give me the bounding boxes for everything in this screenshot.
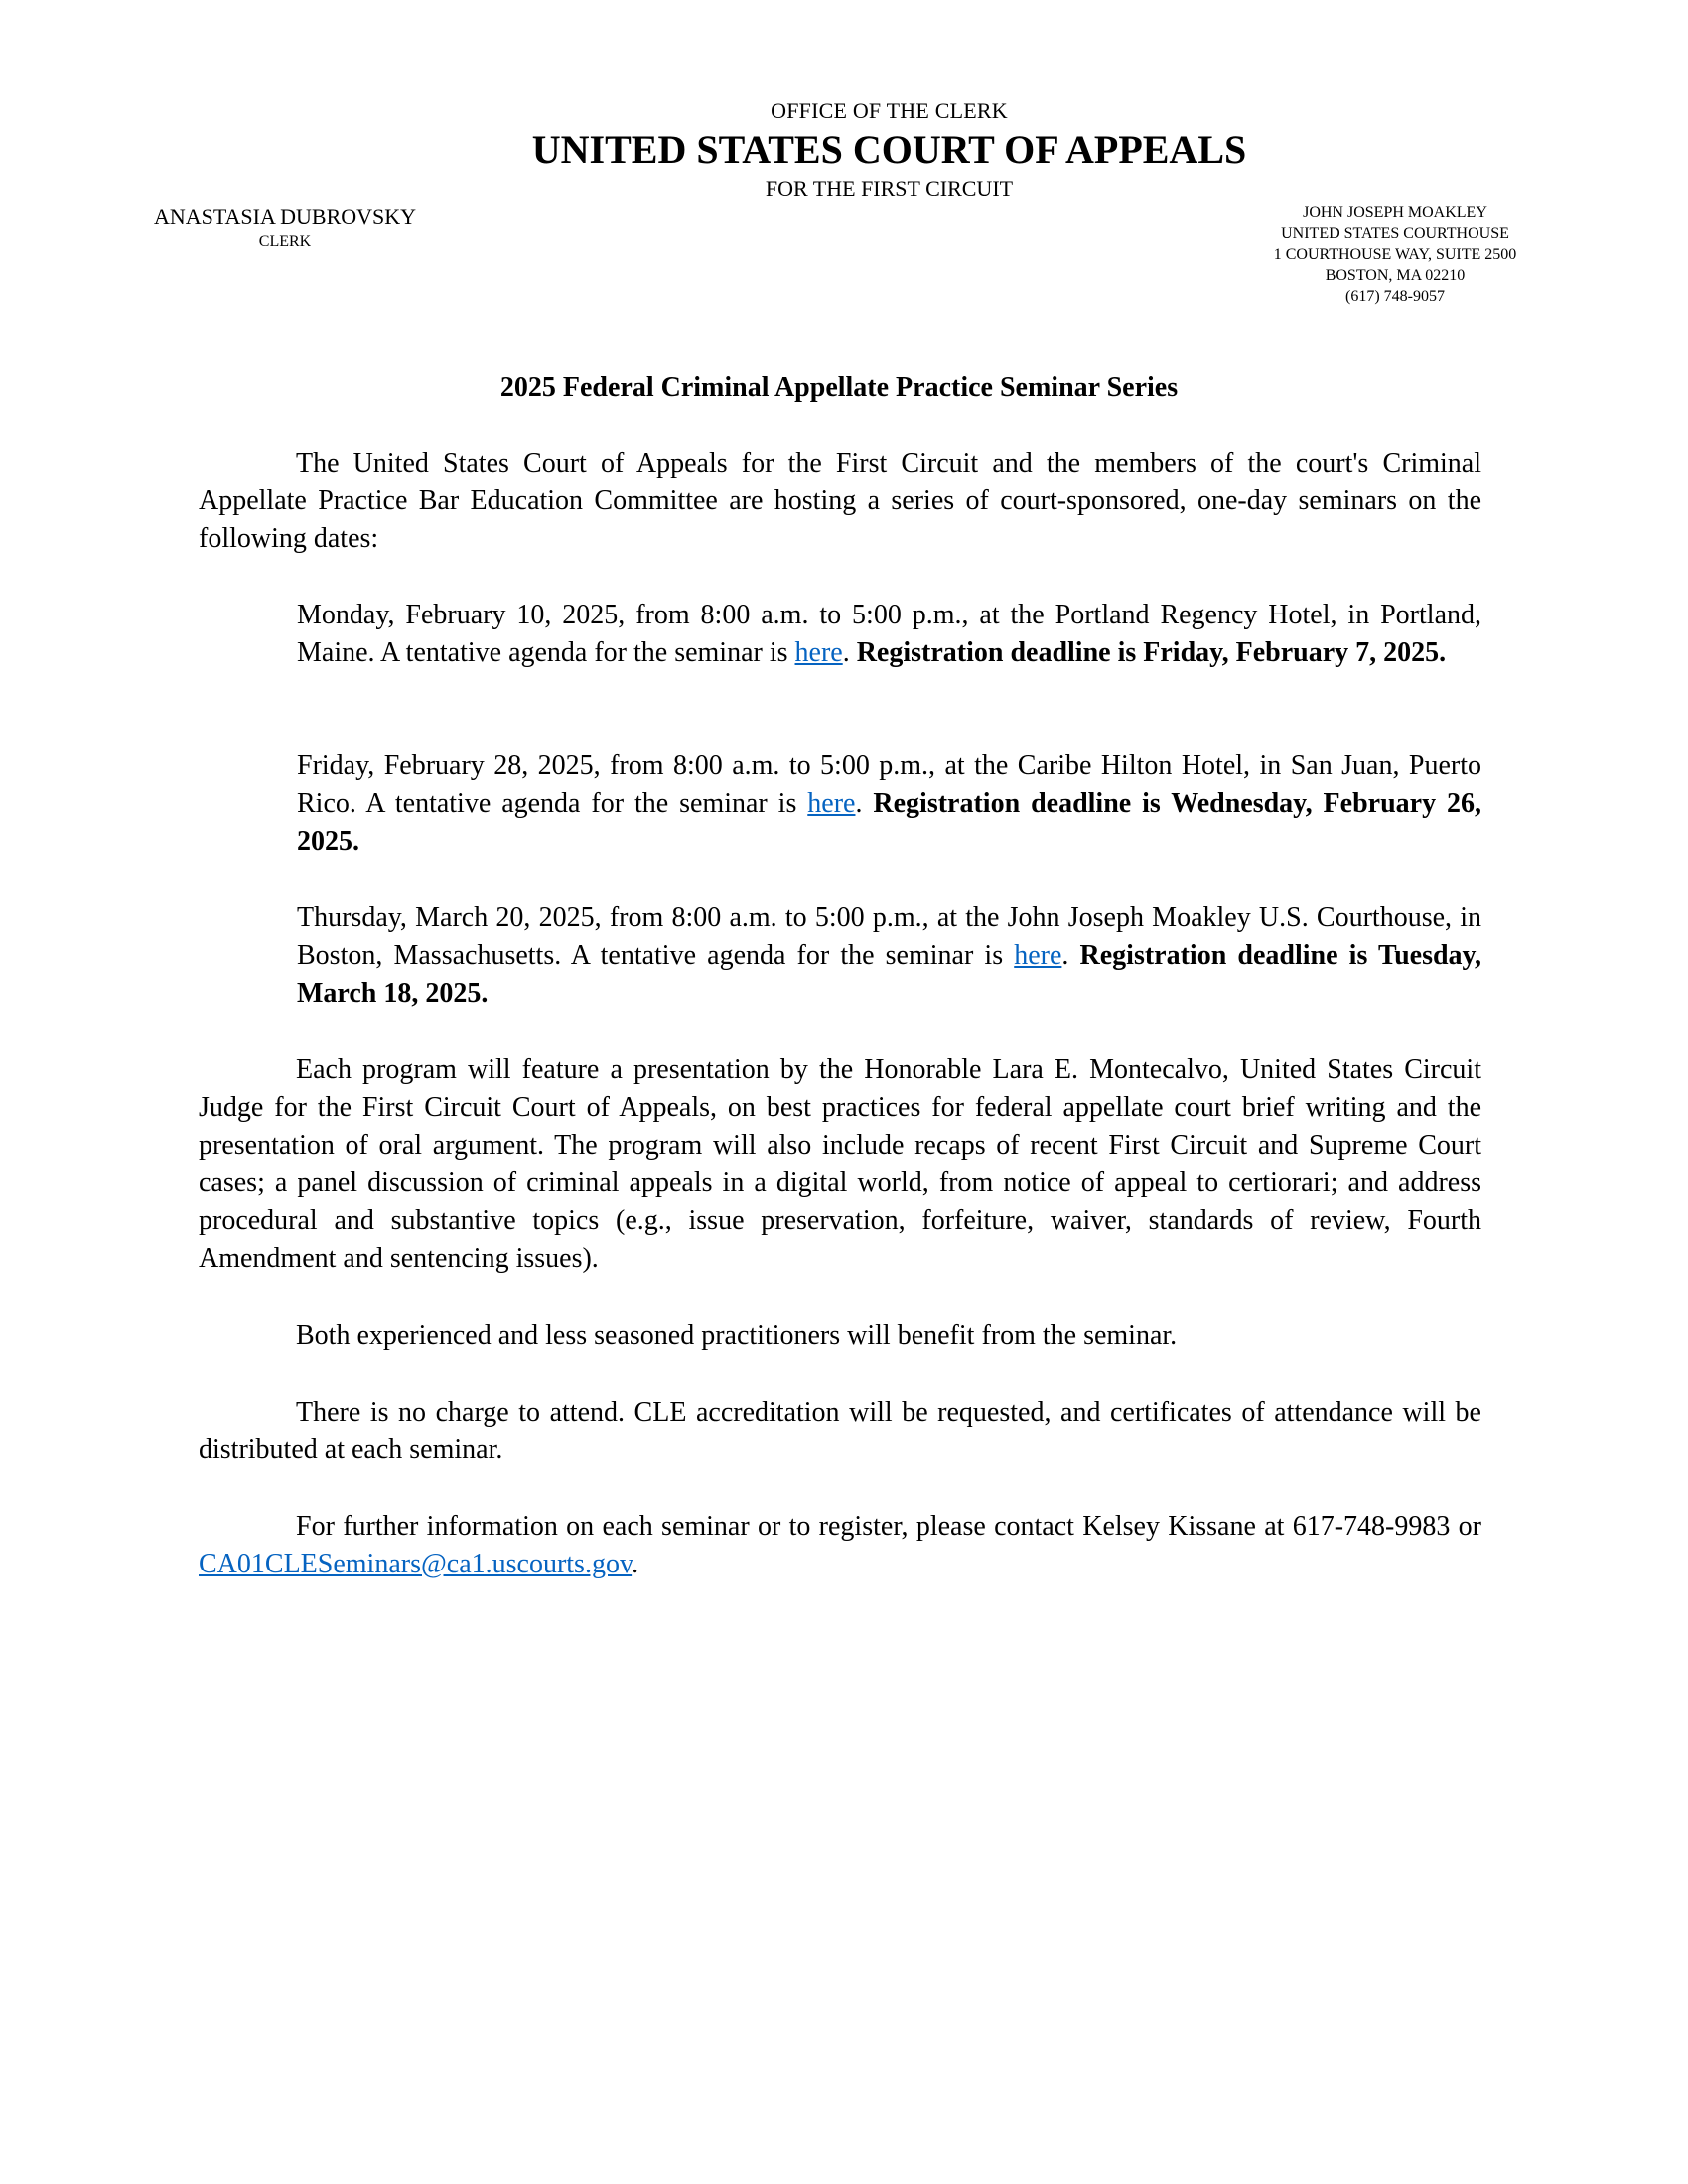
- seminar-details: Thursday, March 20, 2025, from 8:00 a.m. to 5:00 p.m., at the John Joseph Moakley U.S. Courthouse, in Boston, Massachusetts. A tentative agenda for the seminar is: [297, 902, 1481, 971]
- contact-text: For further information on each seminar or to register, please contact Kelsey Kissane at 617-748-9983 or: [296, 1511, 1481, 1542]
- seminar-details: Monday, February 10, 2025, from 8:00 a.m. to 5:00 p.m., at the Portland Regency Hotel, in Portland, Maine. A tentative agenda for the seminar is: [297, 600, 1481, 668]
- seminar-item-boston: [297, 899, 1481, 1013]
- seminar-item-portland: [297, 597, 1481, 672]
- address-line: JOHN JOSEPH MOAKLEY: [1303, 205, 1487, 221]
- courthouse-address: [1236, 203, 1554, 307]
- seminar-item-san-juan: [297, 748, 1481, 861]
- registration-deadline: Registration deadline is Friday, February 7, 2025.: [856, 637, 1447, 668]
- agenda-link[interactable]: here: [1014, 940, 1062, 971]
- address-line: UNITED STATES COURTHOUSE: [1281, 225, 1509, 242]
- charge-paragraph: There is no charge to attend. CLE accreditation will be requested, and certificates of attendance will be distributed at each seminar.: [199, 1397, 1481, 1465]
- punctuation: .: [632, 1549, 639, 1579]
- punctuation: .: [1061, 940, 1080, 971]
- benefit-paragraph: Both experienced and less seasoned practitioners will benefit from the seminar.: [296, 1320, 1178, 1351]
- agenda-link[interactable]: here: [794, 637, 843, 668]
- office-label: OFFICE OF THE CLERK: [771, 98, 1008, 123]
- contact-paragraph: [199, 1508, 1481, 1583]
- intro-paragraph: The United States Court of Appeals for the First Circuit and the members of the court's Criminal Appellate Practice Bar Education Committee are hosting a series of court-sponsored, one-day seminars on the following dates:: [199, 448, 1481, 554]
- circuit-label: FOR THE FIRST CIRCUIT: [765, 176, 1014, 201]
- court-name: UNITED STATES COURT OF APPEALS: [531, 127, 1247, 172]
- clerk-name: ANASTASIA DUBROVSKY: [153, 205, 417, 229]
- seminar-details: Friday, February 28, 2025, from 8:00 a.m. to 5:00 p.m., at the Caribe Hilton Hotel, in San Juan, Puerto Rico. A tentative agenda for the seminar is: [297, 751, 1481, 819]
- punctuation: .: [855, 788, 874, 819]
- email-link[interactable]: CA01CLESeminars@ca1.uscourts.gov: [199, 1549, 633, 1579]
- registration-deadline: Registration deadline is Tuesday, March 18, 2025.: [297, 940, 1481, 1009]
- address-line: 1 COURTHOUSE WAY, SUITE 2500: [1273, 246, 1517, 263]
- address-line: (617) 748-9057: [1345, 288, 1445, 305]
- document-heading: 2025 Federal Criminal Appellate Practice Seminar Series: [499, 372, 1179, 403]
- punctuation: .: [842, 637, 857, 668]
- agenda-link[interactable]: here: [807, 788, 856, 819]
- program-paragraph: Each program will feature a presentation by the Honorable Lara E. Montecalvo, United States Circuit Judge for the First Circuit Court of Appeals, on best practices for federal appellate court brief writing and the presentation of oral argument. The program will also include recaps of recent First Circuit and Supreme Court cases; a panel discussion of criminal appeals in a digital world, from notice of appeal to certiorari; and address procedural and substantive topics (e.g., issue preservation, forfeiture, waiver, standards of review, Fourth Amendment and sentencing issues).: [199, 1054, 1481, 1274]
- clerk-title: CLERK: [258, 233, 312, 250]
- registration-deadline: Registration deadline is Wednesday, February 26, 2025.: [297, 788, 1482, 857]
- address-line: BOSTON, MA 02210: [1325, 267, 1466, 284]
